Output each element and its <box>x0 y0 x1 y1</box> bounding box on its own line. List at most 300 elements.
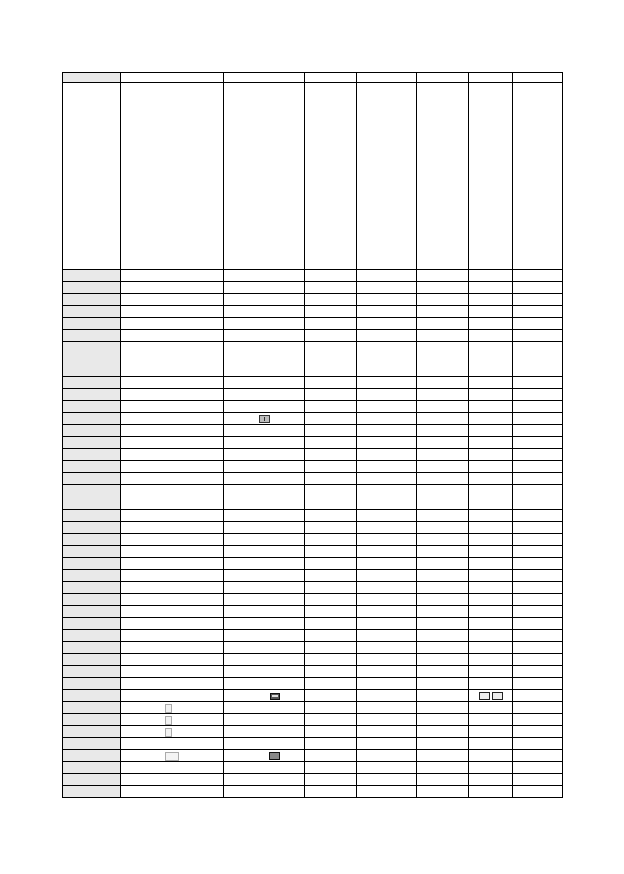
table-cell <box>224 738 305 750</box>
table-cell <box>469 401 513 413</box>
table-cell <box>357 582 417 594</box>
table-cell <box>121 738 224 750</box>
header-cell <box>417 73 469 83</box>
table-cell <box>513 726 563 738</box>
table-cell <box>513 413 563 425</box>
table-cell <box>305 318 357 330</box>
table-cell <box>305 389 357 401</box>
table-cell <box>417 330 469 342</box>
table-cell <box>513 270 563 282</box>
table-cell <box>305 702 357 714</box>
table-cell <box>513 342 563 377</box>
table-cell <box>417 401 469 413</box>
table-cell <box>469 473 513 485</box>
table-cell <box>63 630 121 642</box>
table-cell <box>121 714 224 726</box>
table-cell <box>63 690 121 702</box>
table-cell <box>224 726 305 738</box>
table-cell <box>513 449 563 461</box>
table-cell <box>417 449 469 461</box>
table-cell <box>513 401 563 413</box>
table-cell <box>224 330 305 342</box>
table-row <box>63 582 563 594</box>
table-cell <box>357 642 417 654</box>
table-cell <box>121 377 224 389</box>
photo-icon <box>269 752 280 760</box>
table-cell <box>469 546 513 558</box>
table-cell <box>357 594 417 606</box>
table-cell <box>305 582 357 594</box>
table-cell <box>63 330 121 342</box>
table-row <box>63 294 563 306</box>
table-cell <box>63 449 121 461</box>
table-cell <box>224 534 305 546</box>
table-cell <box>469 425 513 437</box>
table-cell <box>224 582 305 594</box>
table-cell <box>224 510 305 522</box>
table-cell <box>417 83 469 270</box>
table-cell <box>513 282 563 294</box>
table-cell <box>417 485 469 510</box>
header-cell <box>513 73 563 83</box>
table-cell <box>224 690 305 702</box>
table-cell <box>513 654 563 666</box>
table-cell <box>305 750 357 762</box>
table-cell <box>224 401 305 413</box>
table-cell <box>224 630 305 642</box>
table-row <box>63 389 563 401</box>
table-cell <box>63 738 121 750</box>
table-cell <box>513 690 563 702</box>
table-cell <box>357 618 417 630</box>
table-cell <box>417 294 469 306</box>
table-cell <box>417 618 469 630</box>
table-cell <box>121 306 224 318</box>
table-cell <box>469 389 513 401</box>
table-cell <box>224 473 305 485</box>
table-cell <box>121 437 224 449</box>
table-cell <box>305 558 357 570</box>
table-cell <box>224 282 305 294</box>
table-cell <box>305 666 357 678</box>
table-cell <box>121 774 224 786</box>
table-cell <box>305 618 357 630</box>
table-cell <box>224 413 305 425</box>
table-cell <box>224 606 305 618</box>
table-cell <box>469 618 513 630</box>
table-cell <box>224 546 305 558</box>
table-row <box>63 318 563 330</box>
table-cell <box>469 606 513 618</box>
table-row <box>63 558 563 570</box>
table-row <box>63 738 563 750</box>
table-cell <box>357 437 417 449</box>
table-row <box>63 678 563 690</box>
table-cell <box>121 702 224 714</box>
table-row <box>63 570 563 582</box>
table-cell <box>63 437 121 449</box>
table-cell <box>513 570 563 582</box>
table-cell <box>417 594 469 606</box>
table-cell <box>357 449 417 461</box>
table-cell <box>305 774 357 786</box>
table-cell <box>63 666 121 678</box>
table-cell <box>417 473 469 485</box>
table-cell <box>121 318 224 330</box>
table-cell <box>417 510 469 522</box>
table-cell <box>469 678 513 690</box>
table-row <box>63 485 563 510</box>
table-cell <box>121 534 224 546</box>
table-row <box>63 510 563 522</box>
table-cell <box>417 654 469 666</box>
table-cell <box>417 726 469 738</box>
table-cell <box>417 437 469 449</box>
table-cell <box>224 294 305 306</box>
table-cell <box>224 522 305 534</box>
table-cell <box>357 425 417 437</box>
table-cell <box>121 726 224 738</box>
table-row <box>63 342 563 377</box>
table-cell <box>305 630 357 642</box>
table-cell <box>469 306 513 318</box>
table-cell <box>469 83 513 270</box>
table-cell <box>121 570 224 582</box>
table-cell <box>305 306 357 318</box>
table-cell <box>63 425 121 437</box>
table-cell <box>469 522 513 534</box>
table-cell <box>357 461 417 473</box>
table-cell <box>469 318 513 330</box>
table-cell <box>63 570 121 582</box>
table-cell <box>357 401 417 413</box>
table-cell <box>417 702 469 714</box>
table-cell <box>121 786 224 798</box>
table-cell <box>121 678 224 690</box>
table-cell <box>417 413 469 425</box>
header-cell <box>469 73 513 83</box>
table-cell <box>357 485 417 510</box>
table-row <box>63 702 563 714</box>
table-cell <box>63 750 121 762</box>
table-cell <box>513 582 563 594</box>
table-cell <box>513 558 563 570</box>
table-cell <box>513 473 563 485</box>
table-cell <box>224 570 305 582</box>
table-cell <box>121 461 224 473</box>
table-cell <box>305 377 357 389</box>
table-cell <box>63 606 121 618</box>
table-cell <box>121 690 224 702</box>
table-cell <box>305 762 357 774</box>
table-cell <box>469 294 513 306</box>
table-cell <box>121 654 224 666</box>
table-cell <box>357 738 417 750</box>
table-row <box>63 786 563 798</box>
table-row <box>63 377 563 389</box>
table-cell <box>305 294 357 306</box>
header-row <box>63 73 563 83</box>
table-cell <box>513 425 563 437</box>
table-cell <box>513 774 563 786</box>
table-cell <box>357 774 417 786</box>
table-cell <box>63 786 121 798</box>
table-cell <box>469 449 513 461</box>
table-cell <box>305 738 357 750</box>
table-cell <box>417 666 469 678</box>
table-cell <box>305 330 357 342</box>
table-cell <box>417 762 469 774</box>
table-cell <box>469 377 513 389</box>
table-cell <box>63 762 121 774</box>
table-cell <box>513 294 563 306</box>
table-cell <box>305 510 357 522</box>
table-cell <box>121 762 224 774</box>
table-cell <box>224 342 305 377</box>
small-symbol-icon <box>165 716 172 725</box>
table-cell <box>63 413 121 425</box>
table-cell <box>121 522 224 534</box>
table-row <box>63 401 563 413</box>
table-cell <box>121 618 224 630</box>
table-row <box>63 714 563 726</box>
table-cell <box>417 425 469 437</box>
table-cell <box>417 738 469 750</box>
header-cell <box>224 73 305 83</box>
small-symbol-icon <box>165 728 172 737</box>
table-cell <box>513 630 563 642</box>
table-cell <box>224 485 305 510</box>
table-cell <box>417 558 469 570</box>
table-cell <box>469 702 513 714</box>
table-cell <box>121 330 224 342</box>
table-cell <box>63 582 121 594</box>
table-cell <box>469 654 513 666</box>
table-cell <box>224 461 305 473</box>
table-cell <box>305 690 357 702</box>
table-cell <box>417 606 469 618</box>
table-cell <box>224 786 305 798</box>
table-cell <box>63 282 121 294</box>
table-cell <box>469 461 513 473</box>
table-cell <box>305 546 357 558</box>
table-row <box>63 654 563 666</box>
table-cell <box>513 618 563 630</box>
table-cell <box>357 558 417 570</box>
table-cell <box>469 342 513 377</box>
table-cell <box>357 714 417 726</box>
table-cell <box>224 702 305 714</box>
table-cell <box>357 306 417 318</box>
table-cell <box>417 522 469 534</box>
table-cell <box>417 318 469 330</box>
table-cell <box>513 389 563 401</box>
table-cell <box>469 570 513 582</box>
double-panel-icon <box>479 692 490 700</box>
table-cell <box>224 558 305 570</box>
table-cell <box>417 534 469 546</box>
table-row <box>63 473 563 485</box>
table-cell <box>469 774 513 786</box>
table-cell <box>63 714 121 726</box>
table-cell <box>417 630 469 642</box>
table-cell <box>121 594 224 606</box>
table-cell <box>224 750 305 762</box>
table-cell <box>357 534 417 546</box>
table-cell <box>63 389 121 401</box>
table-cell <box>224 762 305 774</box>
table-cell <box>357 678 417 690</box>
table-cell <box>121 582 224 594</box>
table-cell <box>513 83 563 270</box>
table-cell <box>121 750 224 762</box>
table-cell <box>357 750 417 762</box>
table-cell <box>357 473 417 485</box>
table-cell <box>417 282 469 294</box>
table-cell <box>469 582 513 594</box>
table-cell <box>357 522 417 534</box>
table-cell <box>63 702 121 714</box>
table-cell <box>63 83 121 270</box>
table-cell <box>469 558 513 570</box>
table-row <box>63 594 563 606</box>
table-cell <box>224 594 305 606</box>
table-row <box>63 449 563 461</box>
table-cell <box>357 786 417 798</box>
table-cell <box>121 270 224 282</box>
table-cell <box>63 774 121 786</box>
table-cell <box>513 750 563 762</box>
table-cell <box>121 606 224 618</box>
header-cell <box>357 73 417 83</box>
table-cell <box>121 473 224 485</box>
table-cell <box>513 546 563 558</box>
table-cell <box>224 377 305 389</box>
table-cell <box>121 642 224 654</box>
table-cell <box>357 690 417 702</box>
table-cell <box>63 461 121 473</box>
table-row <box>63 546 563 558</box>
table-cell <box>357 83 417 270</box>
table-cell <box>469 690 513 702</box>
table-cell <box>513 437 563 449</box>
table-cell <box>305 522 357 534</box>
table-cell <box>417 546 469 558</box>
table-cell <box>224 654 305 666</box>
table-cell <box>469 750 513 762</box>
table-cell <box>305 654 357 666</box>
table-cell <box>417 389 469 401</box>
table-cell <box>224 678 305 690</box>
table-row <box>63 762 563 774</box>
table-cell <box>305 461 357 473</box>
table-cell <box>513 461 563 473</box>
header-cell <box>121 73 224 83</box>
table-cell <box>357 666 417 678</box>
table-cell <box>305 606 357 618</box>
table-cell <box>305 282 357 294</box>
table-cell <box>63 654 121 666</box>
table-row <box>63 522 563 534</box>
table-cell <box>469 510 513 522</box>
table-cell <box>305 485 357 510</box>
table-cell <box>513 702 563 714</box>
table-cell <box>469 594 513 606</box>
table-cell <box>121 666 224 678</box>
table-cell <box>63 522 121 534</box>
table-row <box>63 618 563 630</box>
table-cell <box>121 342 224 377</box>
table-cell <box>513 522 563 534</box>
table-cell <box>357 282 417 294</box>
table-cell <box>513 594 563 606</box>
table-cell <box>469 786 513 798</box>
table-cell <box>121 485 224 510</box>
table-cell <box>305 714 357 726</box>
table-cell <box>357 606 417 618</box>
table-row <box>63 666 563 678</box>
table-row <box>63 630 563 642</box>
table-cell <box>469 642 513 654</box>
table-row <box>63 306 563 318</box>
table-cell <box>305 534 357 546</box>
table-cell <box>417 678 469 690</box>
table-cell <box>513 534 563 546</box>
table-cell <box>417 642 469 654</box>
table-cell <box>417 306 469 318</box>
table-cell <box>224 270 305 282</box>
table-cell <box>469 413 513 425</box>
table-cell <box>305 83 357 270</box>
table-cell <box>357 389 417 401</box>
table-cell <box>63 678 121 690</box>
table-cell <box>469 330 513 342</box>
table-cell <box>513 606 563 618</box>
panel-icon <box>259 415 270 423</box>
table-cell <box>513 485 563 510</box>
table-cell <box>469 630 513 642</box>
table-cell <box>357 294 417 306</box>
table-row <box>63 413 563 425</box>
table-cell <box>417 774 469 786</box>
table-cell <box>305 342 357 377</box>
table-cell <box>357 270 417 282</box>
table-cell <box>417 714 469 726</box>
table-cell <box>357 726 417 738</box>
table-cell <box>469 437 513 449</box>
double-panel-icon <box>492 692 503 700</box>
table-cell <box>357 570 417 582</box>
table-cell <box>63 726 121 738</box>
table-cell <box>469 485 513 510</box>
table-cell <box>469 762 513 774</box>
table-row <box>63 774 563 786</box>
table-cell <box>417 750 469 762</box>
table-cell <box>121 389 224 401</box>
table-row <box>63 270 563 282</box>
table-cell <box>224 83 305 270</box>
table-cell <box>305 473 357 485</box>
table-cell <box>63 546 121 558</box>
table-cell <box>469 534 513 546</box>
table-cell <box>513 510 563 522</box>
table-cell <box>305 594 357 606</box>
table-cell <box>63 270 121 282</box>
table-cell <box>357 377 417 389</box>
table-cell <box>63 306 121 318</box>
table-cell <box>469 282 513 294</box>
table-cell <box>63 318 121 330</box>
